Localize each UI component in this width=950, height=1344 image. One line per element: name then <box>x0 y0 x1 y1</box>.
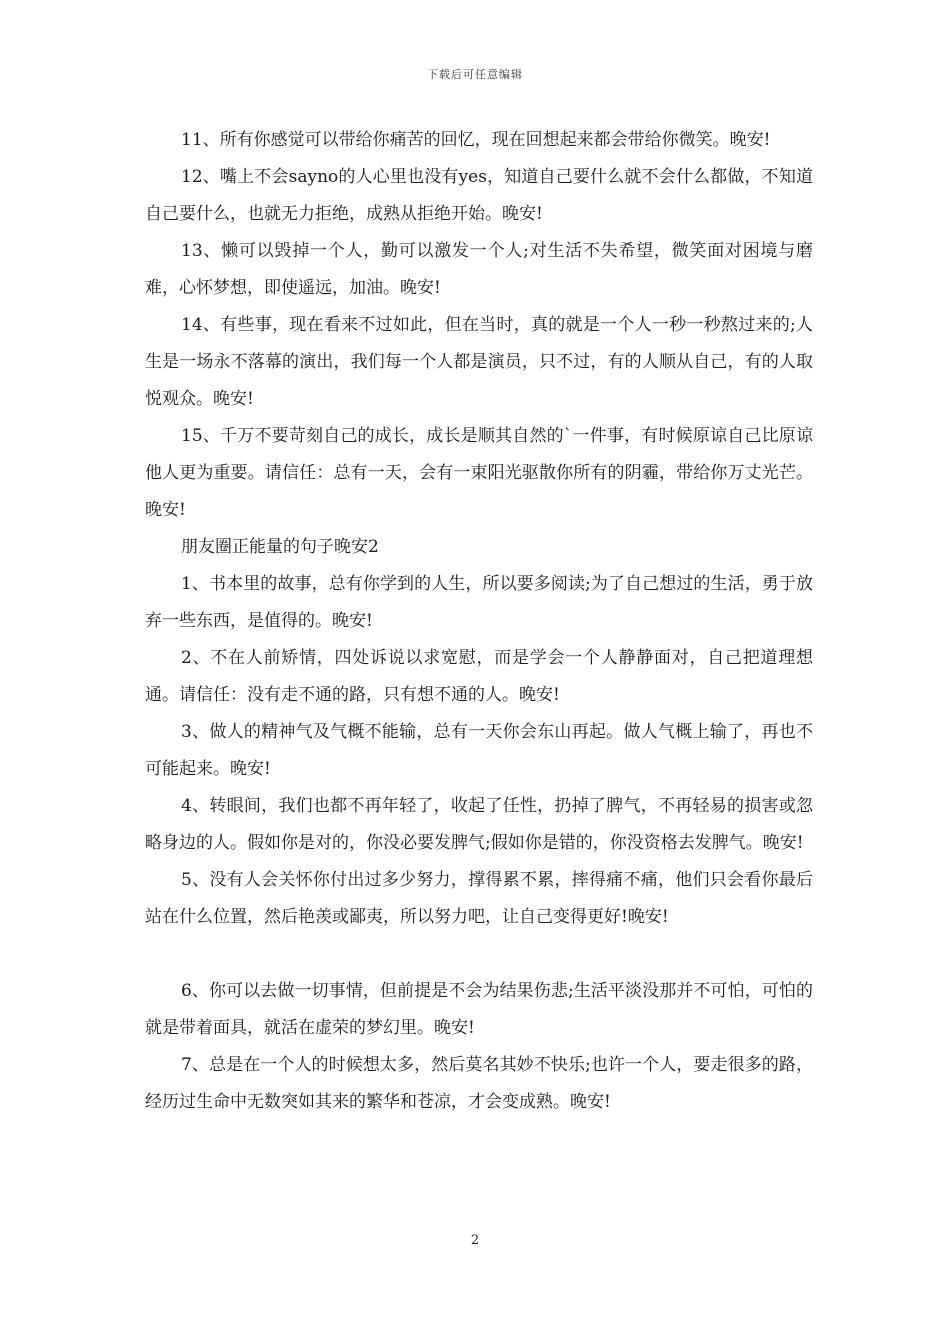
paragraph-14: 14、有些事，现在看来不过如此，但在当时，真的就是一个人一秒一秒熬过来的;人生是一场永不落幕的演出，我们每一个人都是演员，只不过，有的人顺从自己，有的人取悦观众。晚安! <box>145 315 813 409</box>
paragraph-4: 4、转眼间，我们也都不再年轻了，收起了任性，扔掉了脾气，不再轻易的损害或忽略身边的人。假如你是对的，你没必要发脾气;假如你是错的，你没资格去发脾气。晚安! <box>145 796 813 853</box>
paragraph-5: 5、没有人会关怀你付出过多少努力，撑得累不累，摔得痛不痛，他们只会看你最后站在什么位置，然后艳羡或鄙夷，所以努力吧，让自己变得更好!晚安! <box>145 870 813 927</box>
section-heading: 朋友圈正能量的句子晚安2 <box>181 537 379 557</box>
paragraph-11: 11、所有你感觉可以带给你痛苦的回忆，现在回想起来都会带给你微笑。晚安! <box>181 130 771 150</box>
document-body <box>145 122 813 1121</box>
paragraph-12: 12、嘴上不会sayno的人心里也没有yes，知道自己要什么就不会什么都做，不知道自己要什么，也就无力拒绝，成熟从拒绝开始。晚安! <box>145 167 813 224</box>
paragraph-3: 3、做人的精神气及气概不能输，总有一天你会东山再起。做人气概上输了，再也不可能起来。晚安! <box>145 722 813 779</box>
paragraph-6: 6、你可以去做一切事情，但前提是不会为结果伤悲;生活平淡没那并不可怕，可怕的就是带着面具，就活在虚荣的梦幻里。晚安! <box>145 981 813 1038</box>
page-number: 2 <box>470 1233 480 1248</box>
paragraph-13: 13、懒可以毁掉一个人，勤可以激发一个人;对生活不失希望，微笑面对困境与磨难，心怀梦想，即使遥远，加油。晚安! <box>145 241 813 298</box>
paragraph-1: 1、书本里的故事，总有你学到的人生，所以要多阅读;为了自己想过的生活，勇于放弃一些东西，是值得的。晚安! <box>145 574 813 631</box>
header-note: 下载后可任意编辑 <box>427 68 523 81</box>
paragraph-7: 7、总是在一个人的时候想太多，然后莫名其妙不快乐;也许一个人，要走很多的路，经历过生命中无数突如其来的繁华和苍凉，才会变成熟。晚安! <box>145 1055 813 1112</box>
paragraph-2: 2、不在人前矫情，四处诉说以求宽慰，而是学会一个人静静面对，自己把道理想通。请信任：没有走不通的路，只有想不通的人。晚安! <box>145 648 813 705</box>
blank-line <box>145 936 813 973</box>
paragraph-15: 15、千万不要苛刻自己的成长，成长是顺其自然的`一件事，有时候原谅自己比原谅他人更为重要。请信任：总有一天，会有一束阳光驱散你所有的阴霾，带给你万丈光芒。晚安! <box>145 426 813 520</box>
